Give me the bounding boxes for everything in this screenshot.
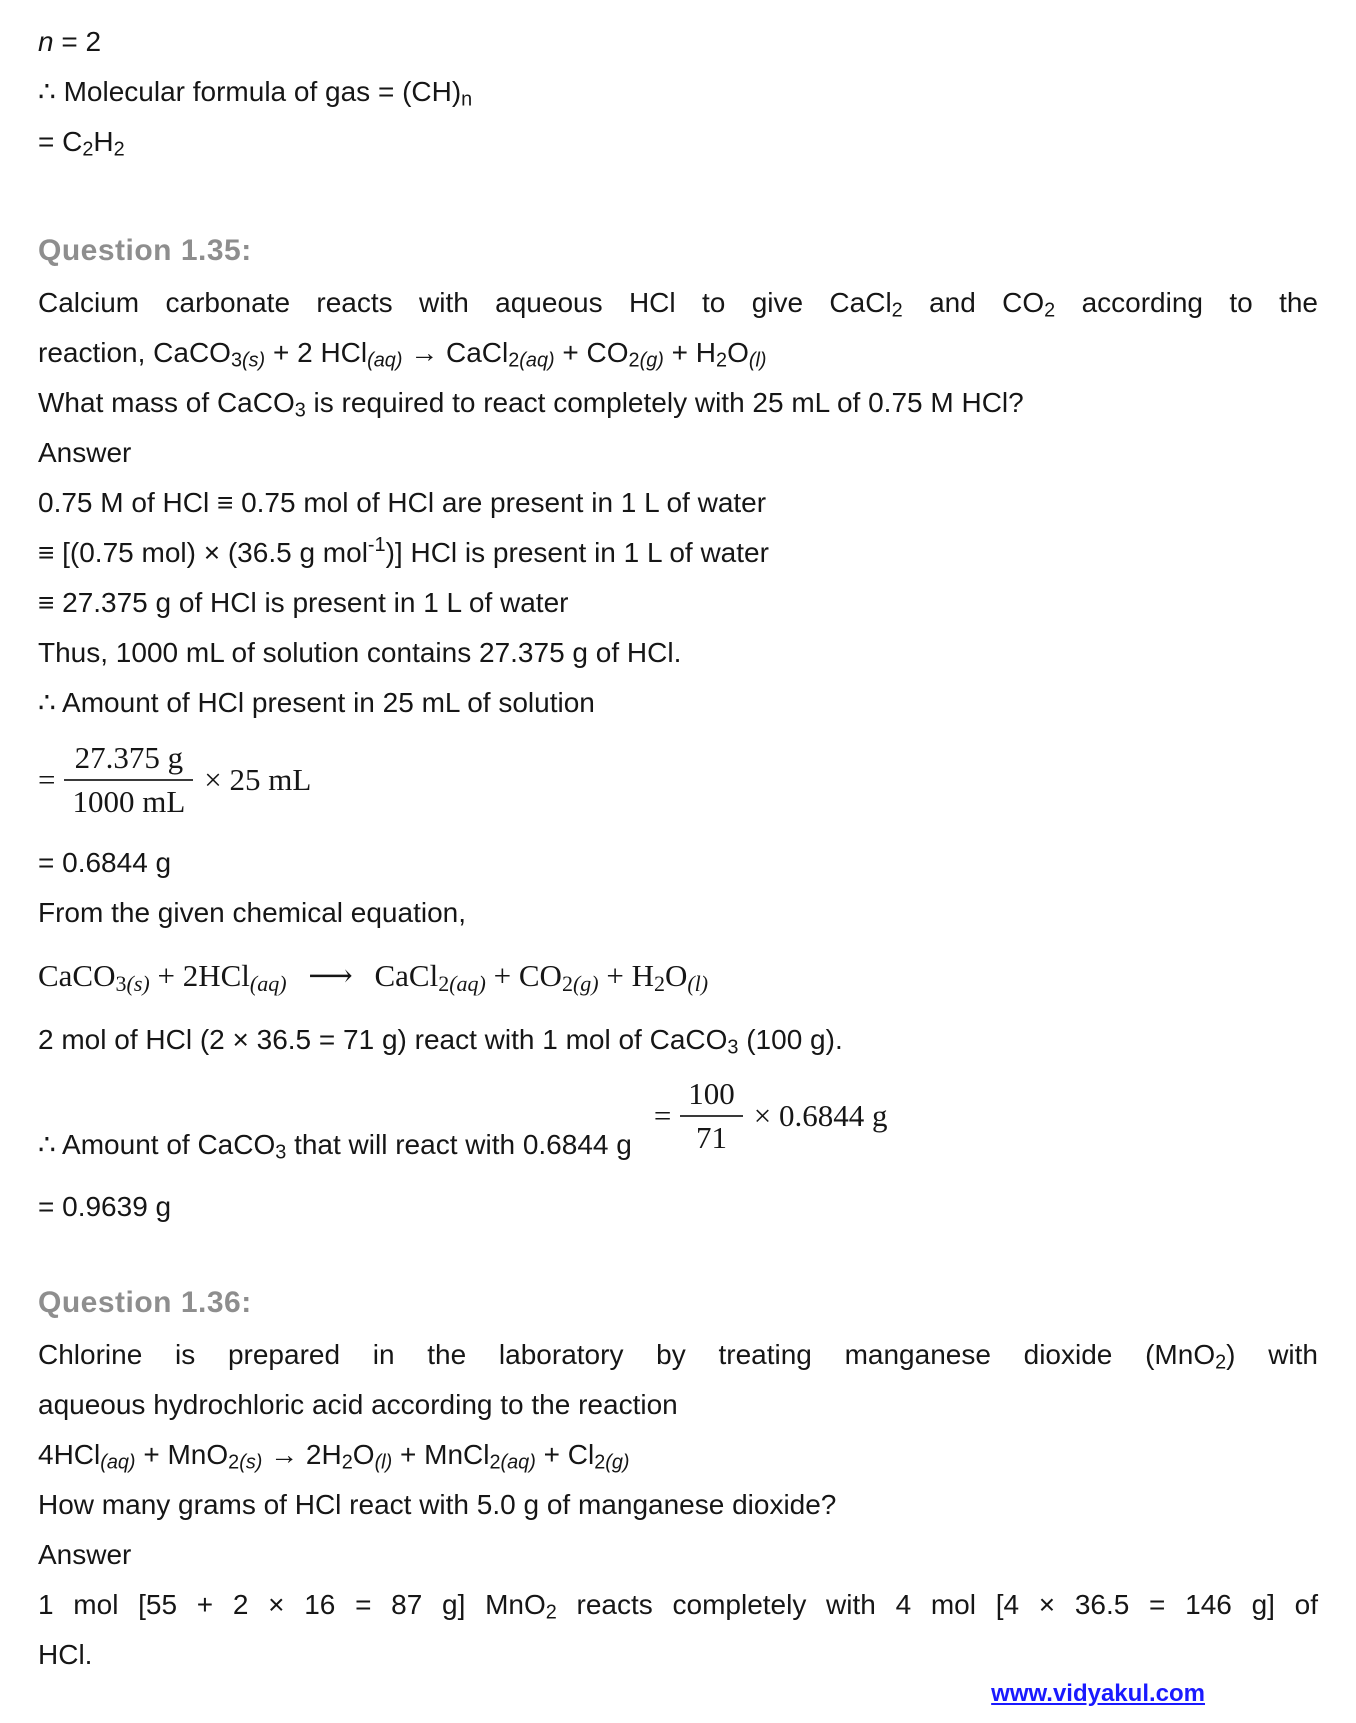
question-135-text-line-1: Calcium carbonate reacts with aqueous HCl to give CaCl$_2$ and $CO_2$ according to the <box>38 287 1318 322</box>
answer-135-line-10: = 0.9639 g <box>38 1191 172 1222</box>
question-136-text-line-1: Chlorine is prepared in the laboratory by treating manganese dioxide (MnO$_2$) with <box>38 1339 1319 1374</box>
answer-136-label: Answer <box>38 1539 132 1570</box>
answer-136-line-1: 1 mol [55 + 2 × 16 = 87 g] MnO$_2$ reacts completely with 4 mol [4 × 36.5 = 146 g] of <box>38 1589 1318 1624</box>
question-135-heading: Question 1.35: <box>38 234 252 267</box>
question-136-reaction-line: $4HCl_{(aq)} + MnO_{2(s)} \to 2H_2O_{(l)}$ + MnCl$_{2(aq)}$ + $Cl_{2(g)}$ <box>38 1439 630 1474</box>
fraction-multiplier: × 25 mL <box>204 762 312 797</box>
answer-135-label: Answer <box>38 437 132 468</box>
answer-135-line-1: 0.75 M of HCl ≡ 0.75 mol of HCl are present in 1 L of water <box>38 487 767 518</box>
answer-135-line-7: From the given chemical equation, <box>38 897 466 928</box>
fraction-multiplier: × 0.6844 g <box>753 1098 888 1133</box>
question-136-text-line-2: aqueous hydrochloric acid according to the reaction <box>38 1389 678 1420</box>
question-135-text-line-2: What mass of CaCO$_3$ is required to react completely with 25 mL of 0.75 M HCl? <box>38 387 1024 422</box>
answer-135-line-5: ∴ Amount of HCl present in 25 mL of solution <box>38 687 595 718</box>
question-136-heading: Question 1.36: <box>38 1286 252 1319</box>
fraction-denominator: 1000 mL <box>64 779 193 820</box>
fraction-denominator: 71 <box>680 1115 743 1156</box>
answer-135-line-4: Thus, 1000 mL of solution contains 27.375 g of HCl. <box>38 637 682 668</box>
answer-135-line-8: 2 mol of HCl (2 × 36.5 = 71 g) react with 1 mol of CaCO$_3$ (100 g). <box>38 1024 843 1059</box>
equals-sign: = <box>38 762 56 797</box>
equals-sign: = <box>653 1098 672 1133</box>
answer-135-line-2: ≡ [(0.75 mol) × (36.5 g mol$^{-1}$)] HCl is present in 1 L of water <box>38 534 769 568</box>
chemical-equation-caco3: CaCO$_{3(s)}$ + 2HCl$_{(aq)}$ ⟶ CaCl$_{2(aq)}$ + $CO_{2(g)} + H_2O_{(l)}$ <box>38 958 709 996</box>
vidyakul-link[interactable]: www.vidyakul.com <box>991 1680 1205 1707</box>
question-136-text-line-3: How many grams of HCl react with 5.0 g of manganese dioxide? <box>38 1489 837 1520</box>
fraction-numerator: 100 <box>688 1076 735 1111</box>
intro-line-molecular-formula: ∴ Molecular formula of gas = $(CH)_n$ <box>38 76 473 111</box>
answer-135-line-3: ≡ 27.375 g of HCl is present in 1 L of water <box>38 587 569 618</box>
answer-135-line-9: ∴ Amount of CaCO$_3$ that will react with 0.6844 g <box>38 1129 632 1164</box>
intro-line-n-value: n = 2 <box>38 26 102 57</box>
hcl-amount-fraction <box>38 740 311 820</box>
intro-line-c2h2: = $C_2H_2$ <box>38 126 125 161</box>
caco3-amount-row <box>38 1076 1318 1170</box>
fraction-numerator: 27.375 g <box>74 740 184 775</box>
fraction <box>64 740 193 820</box>
fraction <box>680 1076 743 1156</box>
caco3-amount-fraction <box>654 1076 888 1156</box>
answer-136-line-2: HCl. <box>38 1639 93 1670</box>
page-footer <box>38 1680 1318 1711</box>
question-135-reaction-line: reaction, CaCO$_{3(s)}$ + 2 HCl$_{(aq)}$ → CaCl$_{2(aq)}$ + $CO_{2(g)} + H_2O_{(l)}$ <box>38 337 767 372</box>
answer-135-line-6: = 0.6844 g <box>38 847 172 878</box>
